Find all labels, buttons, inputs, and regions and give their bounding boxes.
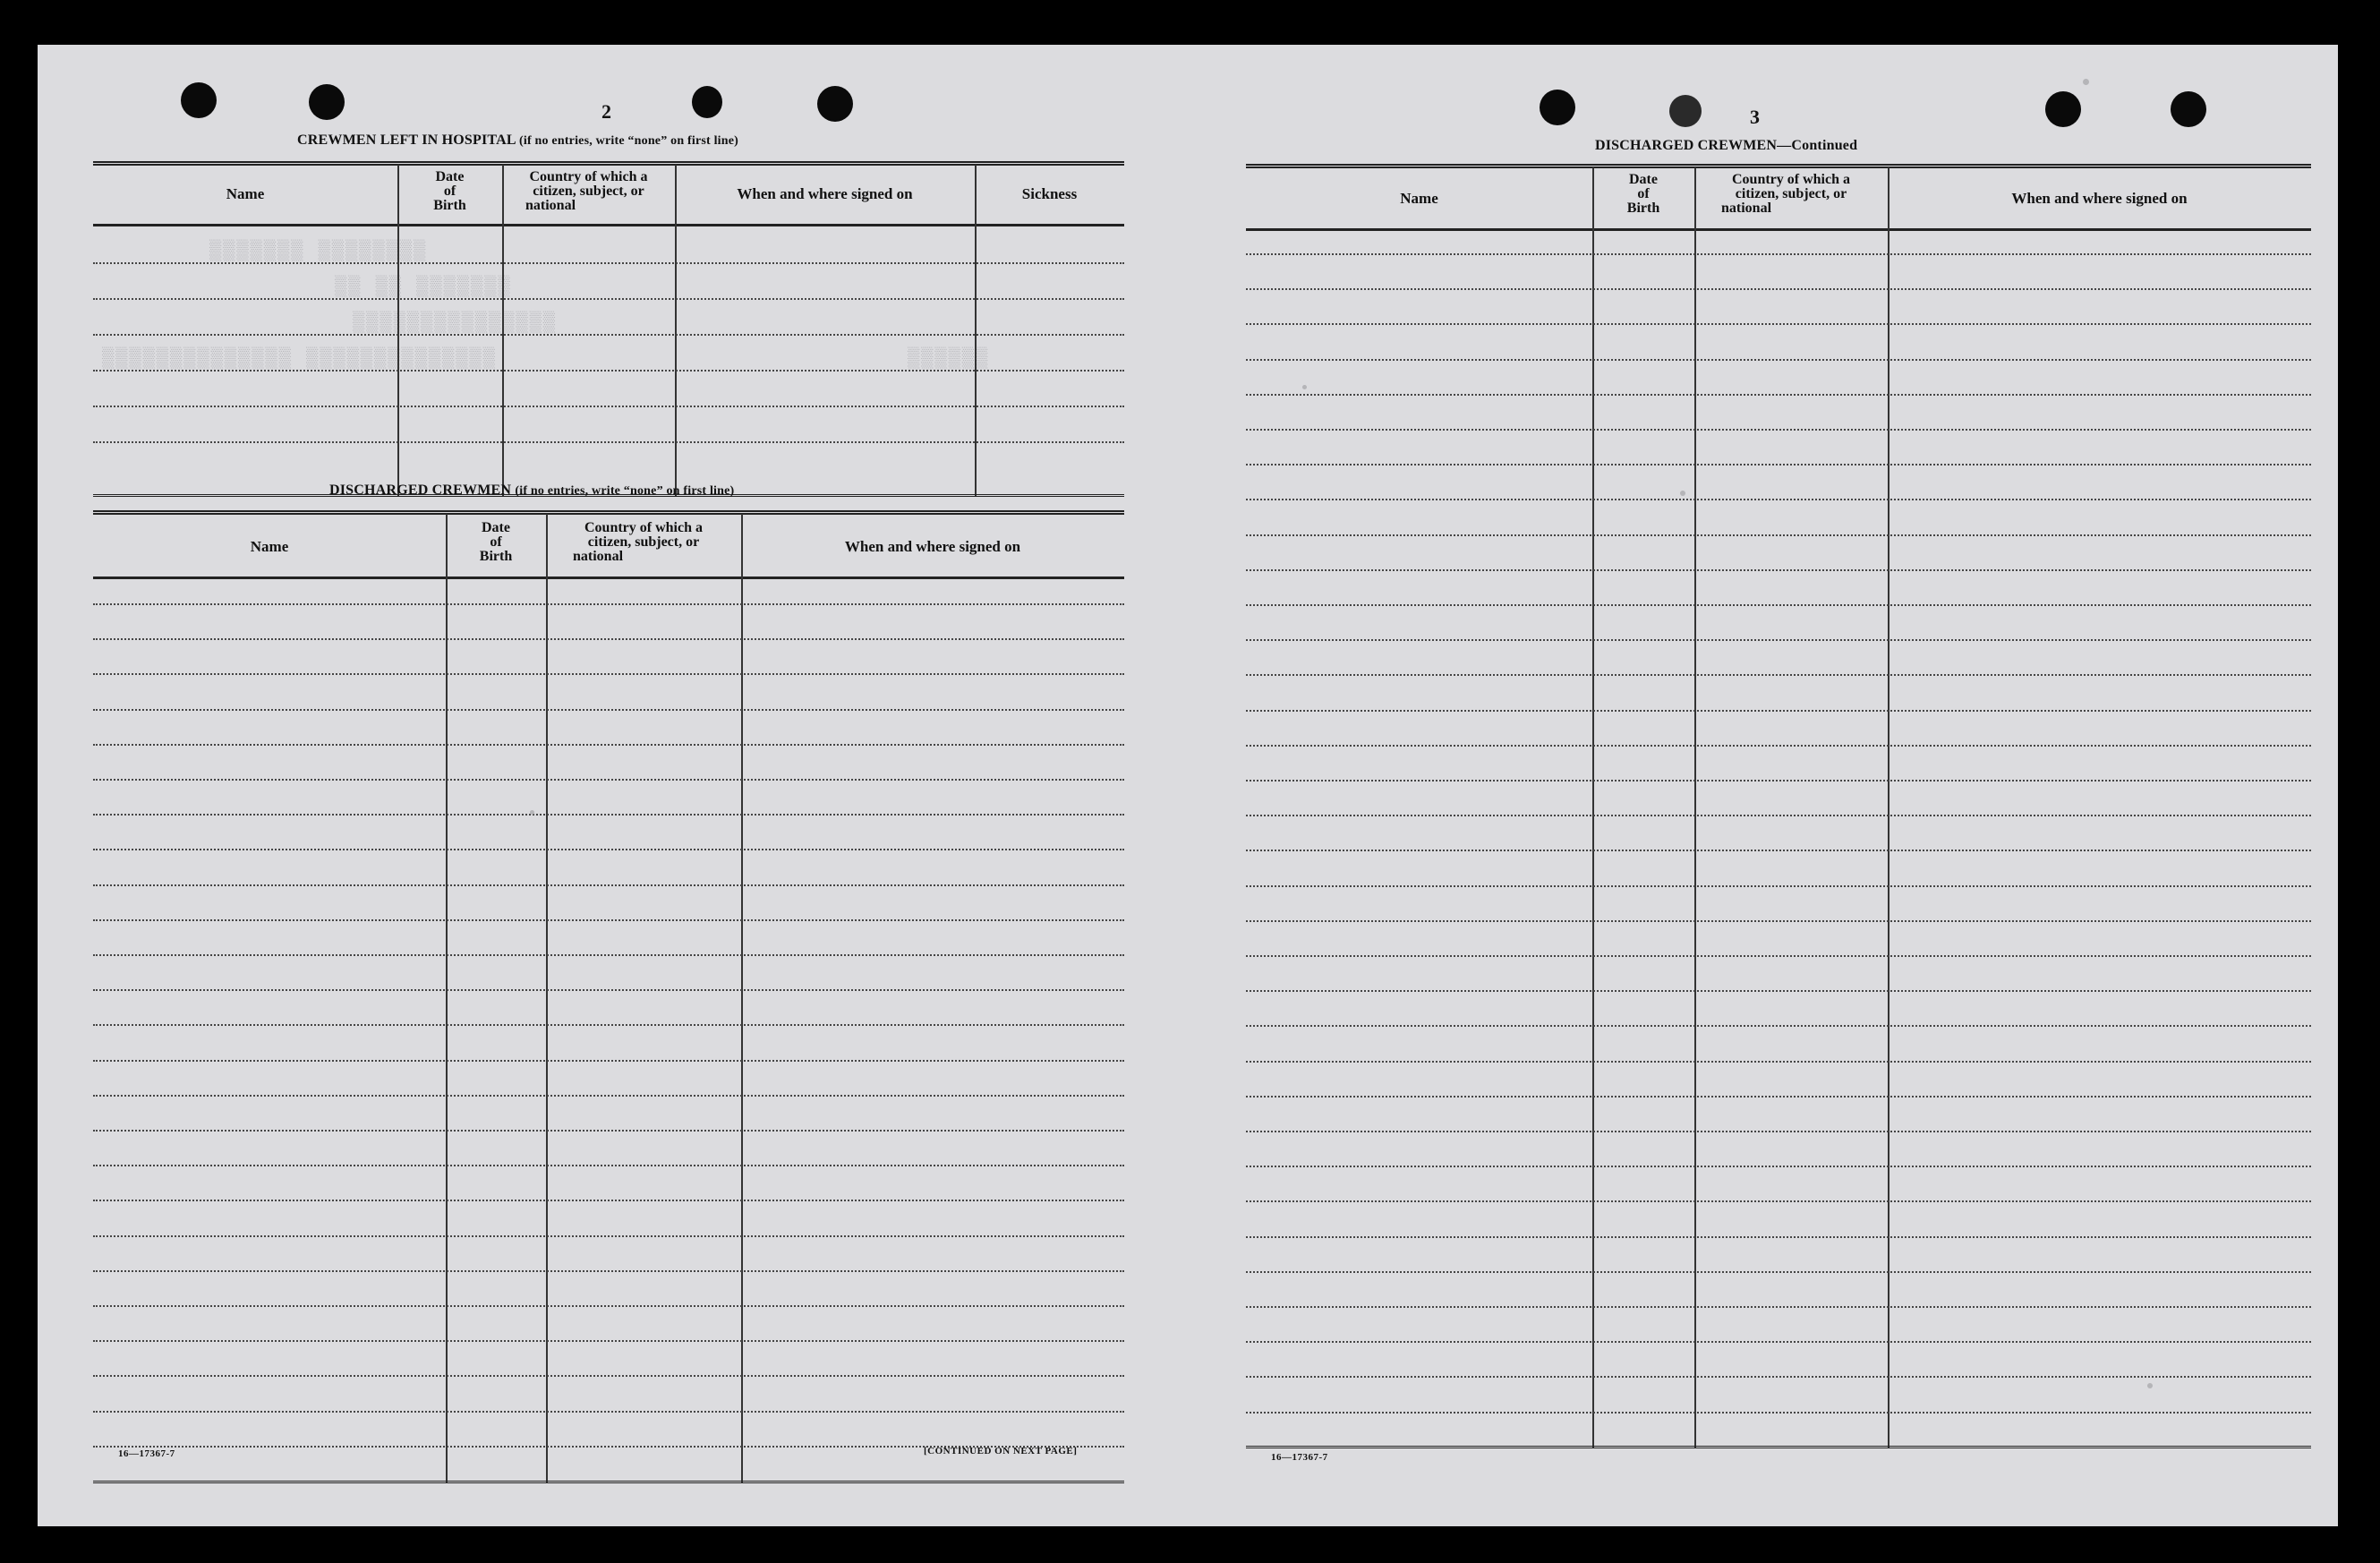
discharged-table-left [93,510,1124,1490]
column-divider [502,165,504,496]
header-line: Birth [1626,201,1660,216]
header-line: of [1637,186,1650,201]
table-row [1246,1166,2311,1167]
paper-speck [2083,79,2089,85]
punch-hole [817,86,853,122]
table-row [1246,885,2311,887]
table-row [93,1375,1124,1377]
continued-note: [CONTINUED ON NEXT PAGE] [924,1446,1078,1456]
right-page-number: 3 [1750,106,1760,128]
table-row [93,638,1124,640]
table-row [93,262,1124,264]
table-bottom-rule [93,1481,1124,1483]
column-divider [546,514,548,1482]
table-row [1246,394,2311,396]
header-line: Country of which a [584,520,703,535]
bleed-through-text: ▒▒▒▒▒▒▒▒▒▒▒▒▒▒ ▒▒▒▒▒▒▒▒▒▒▒▒▒▒ [100,347,495,370]
header-line: Date [435,169,465,184]
table-header-rule [1246,228,2311,231]
paper-speck [1302,385,1307,389]
table-row [93,1235,1124,1237]
table-row [1246,1306,2311,1308]
hospital-table [93,161,1124,497]
table-row [93,814,1124,816]
header-line: of [490,534,502,550]
punch-hole [309,84,345,120]
table-row [93,1024,1124,1026]
table-row [1246,710,2311,712]
header-line: Birth [433,198,466,213]
punch-hole [1669,95,1702,127]
discharged-instruction-text: (if no entries, write “none” on first line) [515,484,735,498]
table-row [93,919,1124,921]
header-line: Date [1629,172,1658,187]
hospital-section-title [297,132,738,149]
column-header-country [1694,173,1888,216]
table-top-rule [93,510,1124,515]
table-row [1246,990,2311,992]
column-header-signed: When and where signed on [844,538,1021,555]
table-row [93,1411,1124,1413]
column-divider [397,165,399,496]
column-header-sickness: Sickness [1021,185,1078,202]
punch-hole [692,86,722,118]
table-row [93,1200,1124,1201]
paper-speck [1680,491,1685,496]
column-divider [741,514,743,1482]
punch-hole [2171,91,2206,127]
table-header-rule [93,577,1124,579]
table-row [93,1060,1124,1062]
table-row [93,1165,1124,1166]
table-row [1246,569,2311,571]
table-row [1246,604,2311,606]
document-sheet [38,45,2338,1526]
column-header-country [546,521,741,564]
column-header-signed: When and where signed on [737,185,913,202]
table-row [1246,1236,2311,1238]
table-row [1246,1200,2311,1202]
column-header-name: Name [1400,190,1438,207]
table-row [1246,534,2311,536]
column-header-name: Name [226,185,265,202]
table-row [93,1270,1124,1272]
punch-hole [1540,90,1575,125]
header-line: Country of which a [529,169,648,184]
table-top-rule [93,161,1124,166]
table-row [1246,1271,2311,1273]
left-form-number: 16—17367-7 [118,1448,175,1459]
header-line: Date [482,520,510,535]
header-line: citizen, subject, or [1735,186,1847,201]
table-row [93,884,1124,886]
table-row [93,603,1124,605]
table-row [93,989,1124,991]
punch-hole [2045,91,2081,127]
table-row [1246,288,2311,290]
table-row [1246,1412,2311,1414]
table-bottom-rule [1246,1446,2311,1448]
table-row [1246,359,2311,361]
punch-hole [181,82,217,118]
paper-speck [530,810,534,815]
paper-speck [2147,1383,2153,1388]
table-row [1246,815,2311,816]
column-header-signed: When and where signed on [2011,190,2188,207]
header-line: citizen, subject, or [587,534,700,550]
column-header-dob [446,521,546,564]
column-divider [675,165,677,496]
header-line: national [525,198,576,213]
table-row [1246,1131,2311,1132]
table-row [1246,1061,2311,1063]
column-header-name: Name [250,538,289,555]
table-row [1246,1376,2311,1378]
table-row [1246,674,2311,676]
table-row [1246,1025,2311,1027]
bleed-through-text: ▒▒▒▒▒▒▒▒▒▒▒▒▒▒▒ [351,312,556,334]
table-row [1246,499,2311,500]
header-line: Country of which a [1731,172,1850,187]
table-row [93,954,1124,956]
table-row [1246,464,2311,465]
table-row [93,709,1124,711]
column-header-dob [397,170,502,213]
table-row [1246,1341,2311,1343]
table-row [93,1095,1124,1097]
column-header-country [502,170,675,213]
table-row [93,406,1124,407]
discharged-table-right [1246,164,2311,1453]
table-row [1246,780,2311,782]
discharged-title-text: DISCHARGED CREWMEN [329,483,512,498]
table-row [1246,323,2311,325]
table-row [93,441,1124,443]
left-page-number: 2 [601,100,611,123]
table-row [1246,253,2311,255]
column-header-dob [1592,173,1694,216]
bleed-through-text: ▒▒▒▒▒▒▒ ▒▒ ▒▒ [333,276,510,298]
column-divider [975,165,977,496]
table-header-rule [93,224,1124,226]
table-row [93,298,1124,300]
table-row [1246,639,2311,641]
discharged-continued-title: DISCHARGED CREWMEN—Continued [1595,138,1858,153]
right-form-number: 16—17367-7 [1271,1452,1328,1463]
header-line: national [573,549,624,564]
hospital-title-text: CREWMEN LEFT IN HOSPITAL [297,132,516,148]
table-row [93,334,1124,336]
table-row [1246,955,2311,957]
table-row [1246,745,2311,747]
table-row [1246,920,2311,922]
bleed-through-text: ▒▒▒▒▒▒▒▒ ▒▒▒▒▒▒▒ [208,240,426,262]
table-row [1246,429,2311,431]
table-row [1246,1096,2311,1098]
table-row [93,744,1124,746]
column-divider [446,514,448,1482]
table-row [1246,850,2311,851]
header-line: Birth [479,549,513,564]
table-row [93,779,1124,781]
hospital-instruction-text: (if no entries, write “none” on first line) [519,134,739,148]
table-row [93,1340,1124,1342]
table-row [93,1305,1124,1307]
table-top-rule [1246,164,2311,168]
table-row [93,370,1124,372]
header-line: national [1721,201,1772,216]
table-row [93,849,1124,850]
table-row [93,673,1124,675]
discharged-section-title [329,483,734,499]
table-row [93,1130,1124,1132]
bleed-through-text: ▒▒▒▒▒▒ [906,347,988,370]
header-line: citizen, subject, or [533,184,644,199]
header-line: of [443,184,456,199]
